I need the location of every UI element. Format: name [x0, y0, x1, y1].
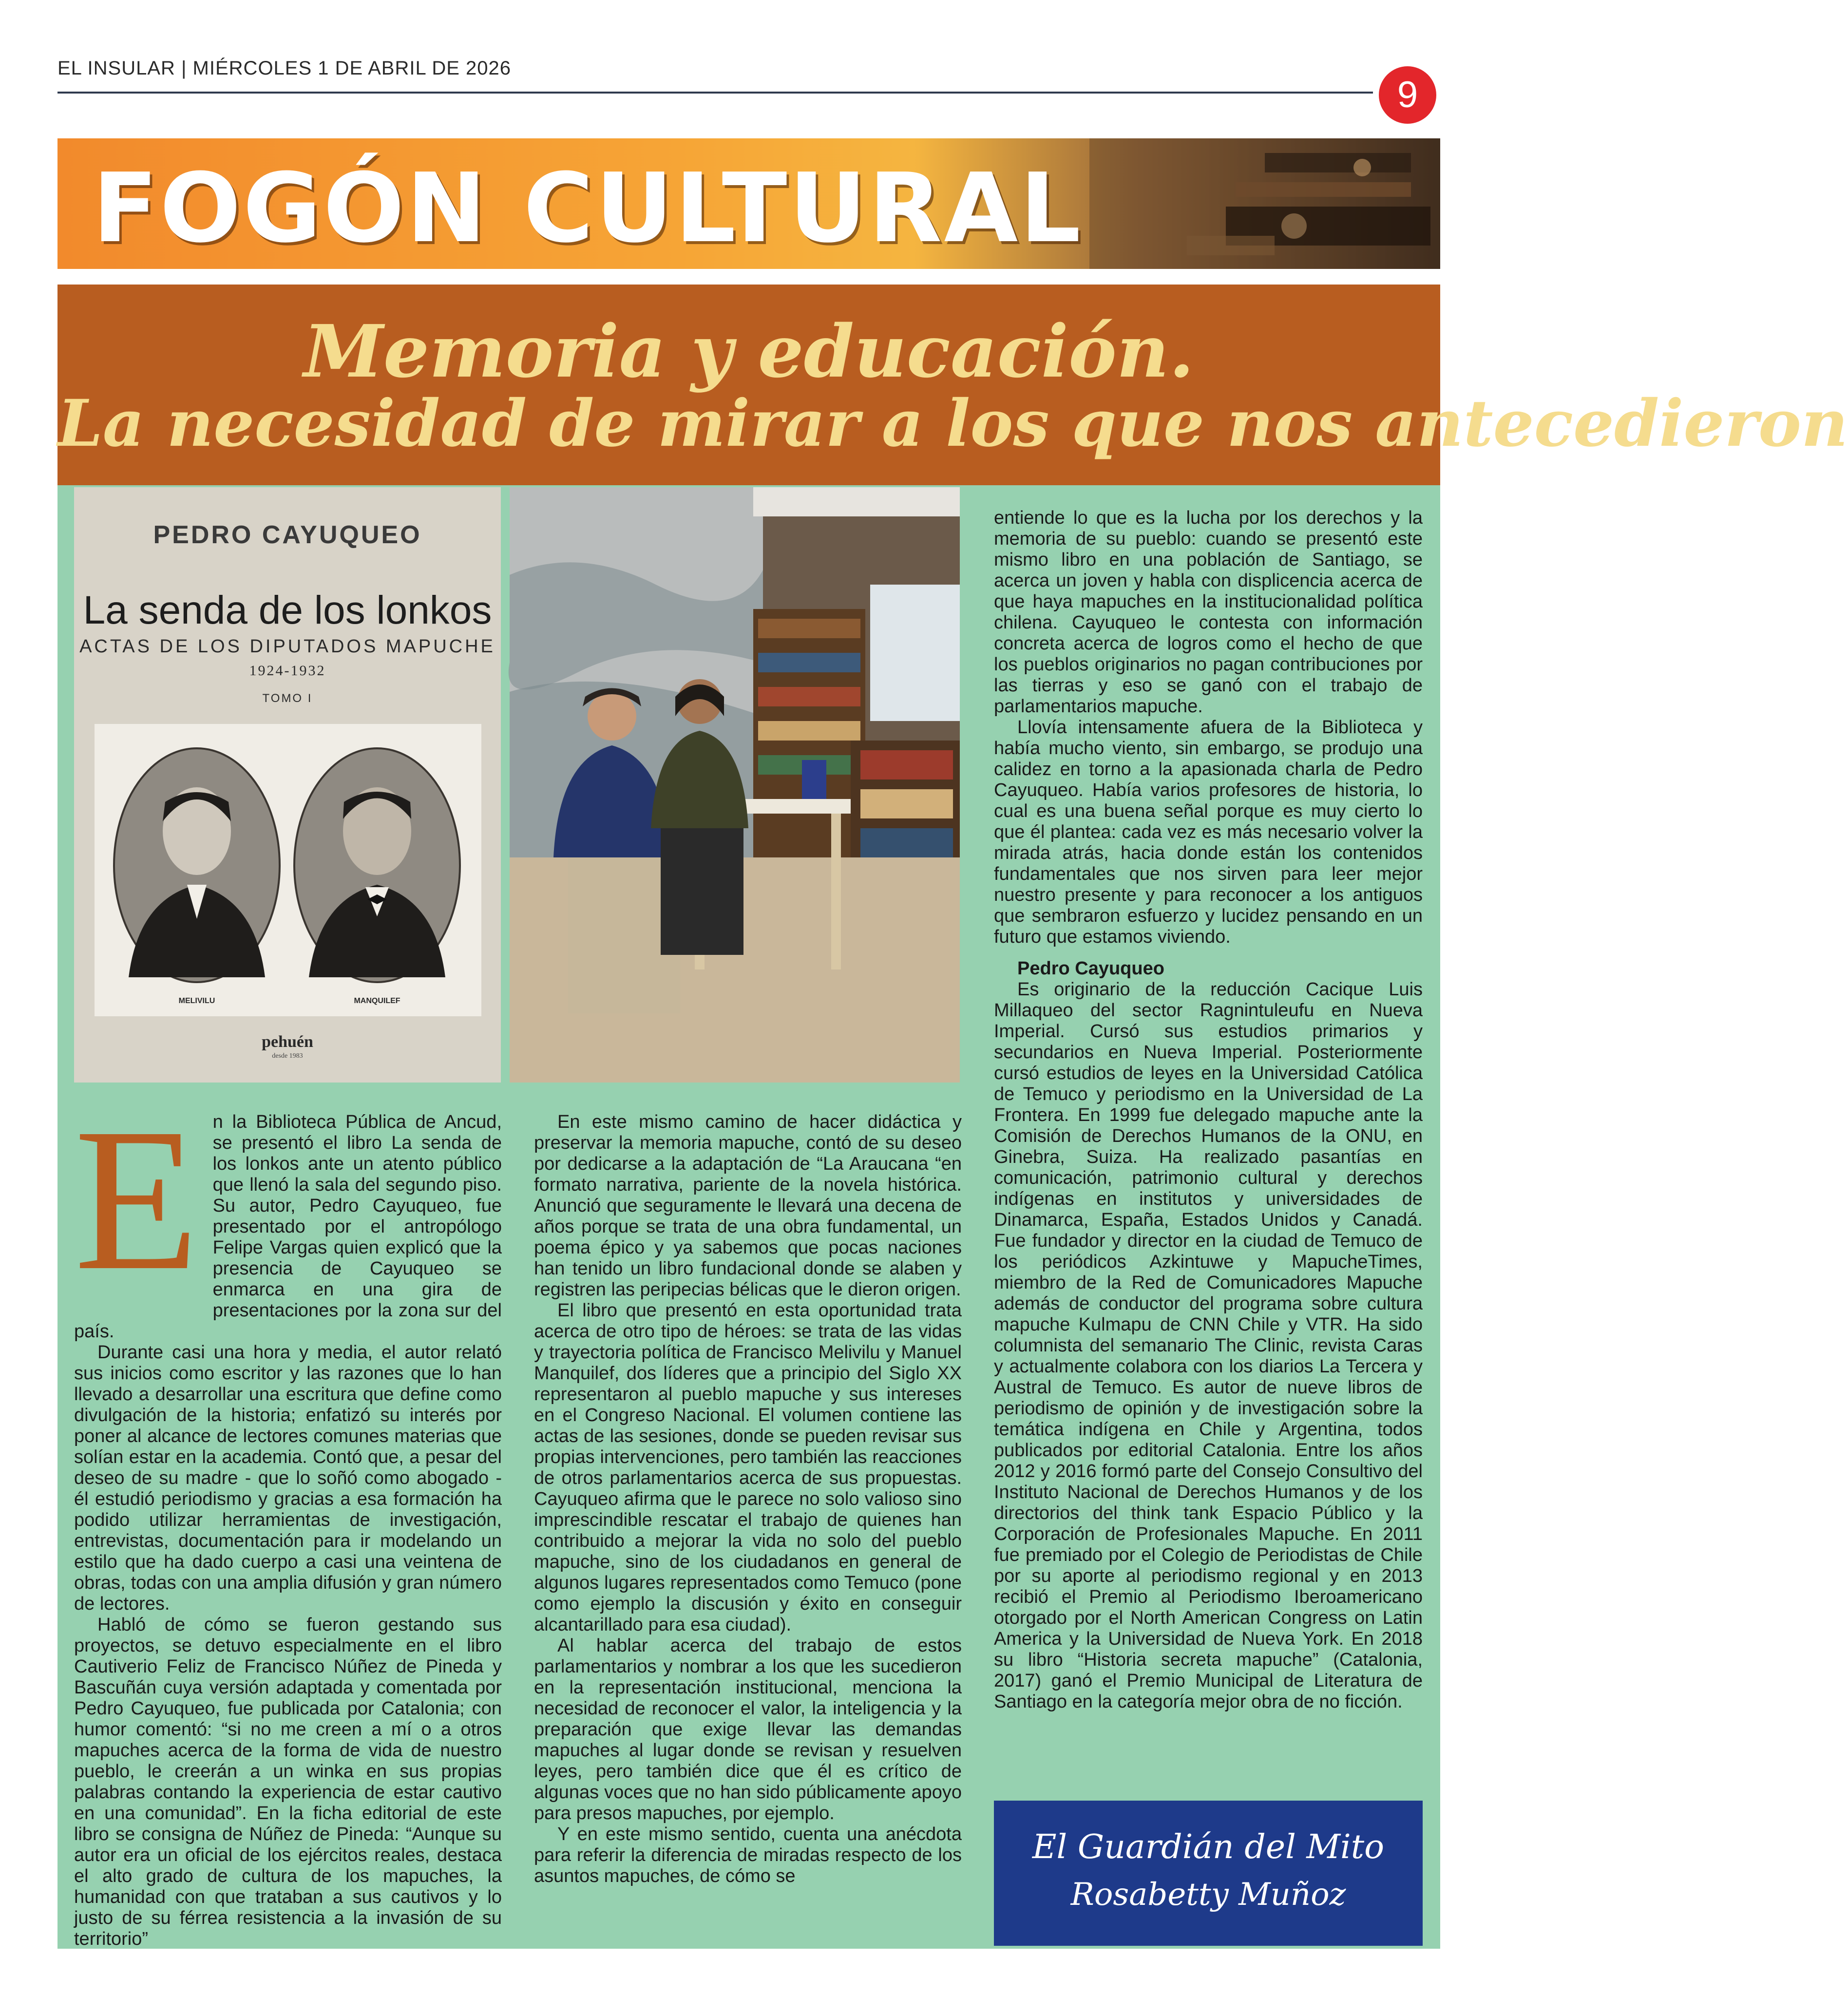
portrait-right-caption: MANQUILEF	[354, 997, 400, 1005]
drop-cap: E	[74, 1086, 199, 1312]
banner-decorative-image	[1089, 138, 1440, 269]
page-number: 9	[1379, 66, 1436, 124]
article-column-1	[74, 1086, 502, 1950]
book-publisher-since: desde 1983	[272, 1052, 303, 1060]
book-publisher: pehuén	[262, 1033, 313, 1051]
event-photo	[510, 487, 960, 1083]
book-subtitle: ACTAS DE LOS DIPUTADOS MAPUCHE	[79, 636, 495, 657]
bio-paragraph: Es originario de la reducción Cacique Luis Millaqueo del sector Ragnintuleufu en Nueva Imperial. Cursó sus estudios primarios y secundarios en Nueva Imperial. Posteriormente cursó estudios de leyes en la Universidad Católica de Temuco y periodismo en la Universidad de La Frontera. En 1999 fue delegado mapuche ante la Comisión de Derechos Humanos de la ONU, en Ginebra, Suiza. Ha realizado pasantías en comunicación, patrimonio cultural y derechos indígenas en institutos y universidades de Dinamarca, España, Estados Unidos y Canadá. Fue fundador y director en la ciudad de Temuco de los periódicos Azkintuwe y MapucheTimes, miembro de la Red de Comunicadores Mapuche además de conductor del programa sobre cultura mapuche Kulmapu de CNN Chile y VTR. Ha sido columnista del semanario The Clinic, revista Caras y actualmente colabora con los diarios La Tercera y Austral de Temuco. Es autor de nueve libros de periodismo de opinión y de investigación sobre la temática indígena en Chile y Argentina, todos publicados por editorial Catalonia. Entre los años 2012 y 2016 formó parte del Consejo Consultivo del Instituto Nacional de Derechos Humanos y de los directorios del think tank Espacio Público y la Corporación de Profesionales Mapuche. En 2011 fue premiado por el Colegio de Periodistas de Chile por su aporte al periodismo regional y en 2013 recibió el Premio al Periodismo Iberoamericano otorgado por el North American Congress on Latin America y la Universidad de Nueva York. En 2018 su libro “Historia secreta mapuche” (Catalonia, 2017) ganó el Premio Municipal de Literatura de Santiago en la categoría mejor obra de no ficción.	[994, 979, 1423, 1712]
bio-heading: Pedro Cayuqueo	[1017, 958, 1164, 979]
article-column-3	[994, 508, 1423, 1712]
headline-line-2: La necesidad de mirar a los que nos antecedieron	[57, 386, 1848, 461]
article-paragraph: entiende lo que es la lucha por los derechos y la memoria de su pueblo: cuando se presentó este mismo libro en una población de Santiago, se acerca un joven y habla con displicencia acerca de que haya mapuches en la institucionalidad política chilena. Cayuqueo le contesta con información concreta acerca de logros como el hecho de que los pueblos originarios no pagan contribuciones por las tierras y eso se ganó con el trabajo de parlamentarios mapuche.	[994, 508, 1423, 717]
article-paragraph: En este mismo camino de hacer didáctica y preservar la memoria mapuche, contó de su deseo por dedicarse a la adaptación de “La Araucana “en formato narrativa, pariente de la novela histórica. Anunció que seguramente le llevará una decena de años porque se trata de una obra fundamental, un poema épico y ya sabemos que pocas naciones han tenido un libro fundacional donde se alaben y registren las peripecias bélicas que le dieron origen.	[534, 1112, 962, 1300]
article-paragraph: Durante casi una hora y media, el autor relató sus inicios como escritor y las razones que lo han llevado a desarrollar una escritura que define como divulgación de la historia; enfatizó su interés por poner al alcance de lectores comunes materias que solían estar en la academia. Contó que, a pesar del deseo de su madre - que lo soñó como abogado - él estudió periodismo y gracias a esa formación ha podido utilizar herramientas de investigación, entrevistas, documentación para ir modelando un estilo que ha dado cuerpo a casi una veintena de obras, todas con una amplia difusión y gran número de lectores.	[74, 1342, 502, 1614]
byline-author: Rosabetty Muñoz	[1070, 1877, 1346, 1913]
book-portraits	[95, 724, 481, 1016]
byline-box	[994, 1801, 1423, 1946]
article-paragraph: Al hablar acerca del trabajo de estos parlamentarios y nombrar a los que les sucedieron en la representación institucional, menciona la necesidad de reconocer el valor, la inteligencia y la preparación que exige llevar las demandas mapuches al lugar donde se revisan y resuelven leyes, pero también dice que él es crítico de algunas voces que no han sido públicamente apoyo para presos mapuches, por ejemplo.	[534, 1635, 962, 1824]
headline-band	[57, 285, 1848, 485]
book-years: 1924-1932	[249, 663, 326, 679]
article-paragraph: El libro que presentó en esta oportunidad trata acerca de otro tipo de héroes: se trata de las vidas y trayectoria política de Francisco Melivilu y Manuel Manquilef, dos líderes que a principio del Siglo XX representaron al pueblo mapuche y sus intereses en el Congreso Nacional. El volumen contiene las actas de las sesiones, donde se pueden revisar sus propias intervenciones, pero también las reacciones de otros parlamentarios acerca de sus propuestas. Cayuqueo afirma que le parece no solo valioso sino imprescindible rescatar el trabajo de quienes han contribuido a mejorar la vida no solo del pueblo mapuche, sino de los ciudadanos en general de algunos lugares representados como Temuco (pone como ejemplo la discusión y éxito en conseguir alcantarillado para esa ciudad).	[534, 1300, 962, 1635]
section-title: FOGÓN CULTURAL	[93, 153, 1083, 264]
article-column-2	[534, 1112, 962, 1887]
article-paragraph: Llovía intensamente afuera de la Biblioteca y había mucho viento, sin embargo, se produjo una calidez en torno a la apasionada charla de Pedro Cayuqueo. Había varios profesores de historia, lo cual es una buena señal porque es muy cierto lo que él plantea: cada vez es más necesario volver la mirada atrás, hacia donde están los contenidos fundamentales que nos sirven para leer mejor nuestro presente y para reconocer a los antiguos que sembraron esfuerzo y lucidez pensando en un futuro que estamos viviendo.	[994, 717, 1423, 947]
article-paragraph: n la Biblioteca Pública de Ancud, se presentó el libro La senda de los lonkos ante un atento público que llenó la sala del segundo piso. Su autor, Pedro Cayuqueo, fue presentado por el antropólogo Felipe Vargas quien explicó que la presencia de Cayuqueo se enmarca en una gira de presentaciones por la zona sur del país.	[74, 1112, 502, 1342]
book-cover	[74, 487, 501, 1083]
portrait-illustration	[95, 724, 481, 1016]
book-volume: TOMO I	[262, 692, 313, 705]
byline-series: El Guardián del Mito	[1032, 1828, 1385, 1866]
running-head: EL INSULAR | MIÉRCOLES 1 DE ABRIL DE 2026	[57, 57, 511, 79]
header-rule	[57, 92, 1373, 94]
book-author: PEDRO CAYUQUEO	[153, 521, 422, 549]
section-banner	[57, 138, 1440, 269]
book-title: La senda de los lonkos	[83, 588, 492, 632]
headline-line-1: Memoria y educación.	[304, 309, 1194, 394]
portrait-left-caption: MELIVILU	[178, 997, 215, 1005]
article-paragraph: Y en este mismo sentido, cuenta una anécdota para referir la diferencia de miradas respecto de los asuntos mapuches, de cómo se	[534, 1824, 962, 1886]
article-paragraph: Habló de cómo se fueron gestando sus proyectos, se detuvo especialmente en el libro Cautiverio Feliz de Francisco Núñez de Pineda y Bascuñán cuya versión adaptada y comentada por Pedro Cayuqueo, fue publicada por Catalonia; con humor comentó: “si no me creen a mí o a otros mapuches acerca de la forma de vida de nuestro pueblo, le creerán a un winka en sus propias palabras contando la experiencia de estar cautivo en una comunidad”. En la ficha editorial de este libro se consigna de Núñez de Pineda: “Aunque su autor era un oficial de los ejércitos reales, destaca el alto grado de cultura de los mapuches, la humanidad con que trataban a sus cautivos y lo justo de su férrea resistencia a la invasión de su territorio”	[74, 1615, 502, 1949]
